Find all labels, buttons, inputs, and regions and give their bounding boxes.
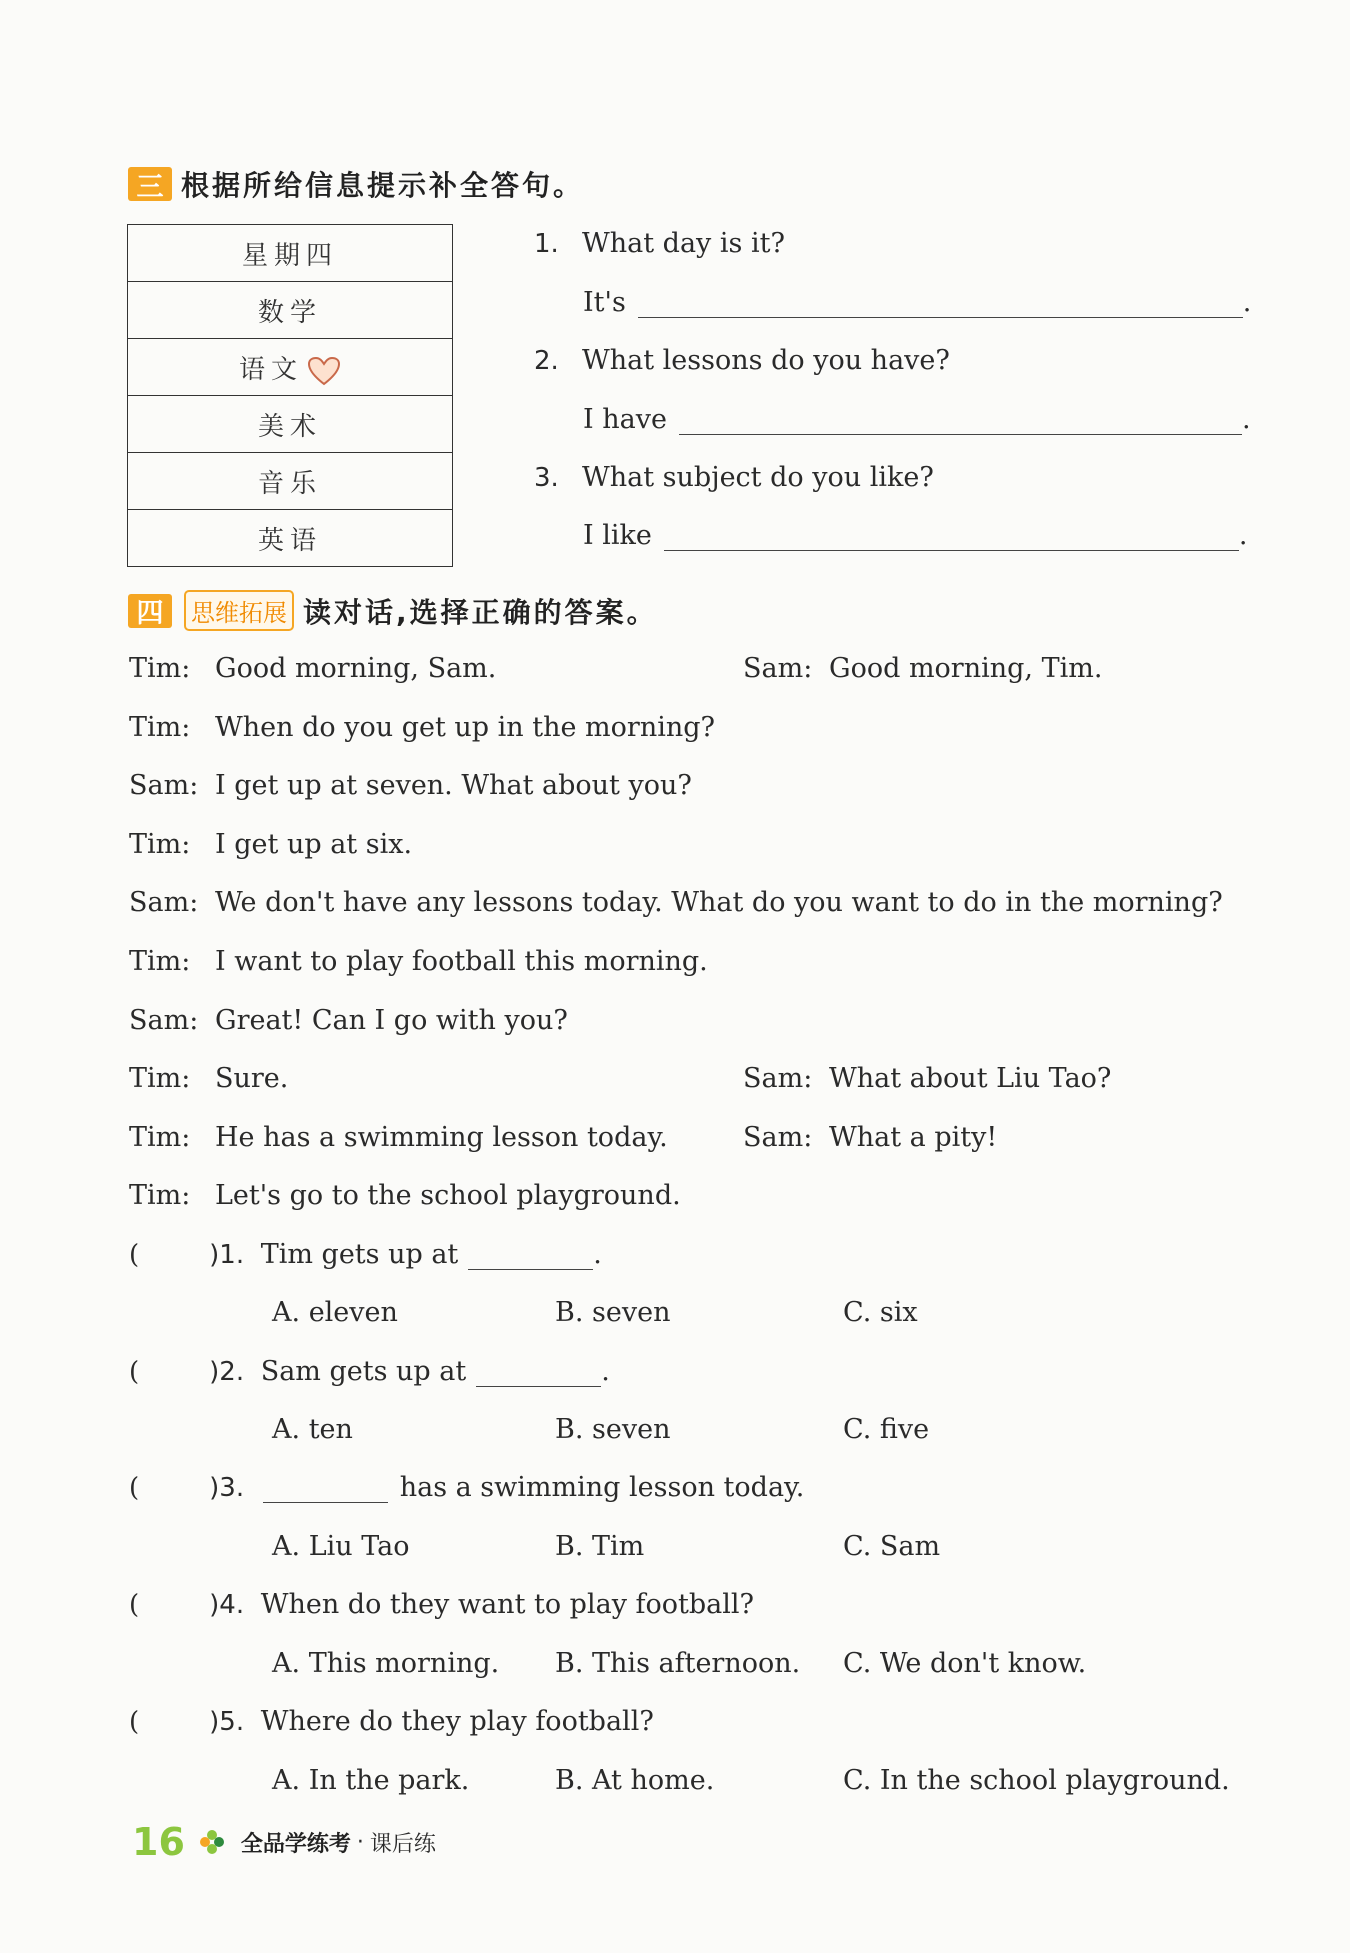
choice-option-b[interactable] xyxy=(555,1297,671,1328)
stem-blank xyxy=(476,1358,601,1387)
dialogue-line xyxy=(129,770,692,801)
choice-question-3 xyxy=(129,1472,804,1503)
answer-blank[interactable] xyxy=(664,520,1239,551)
option-letter: C. xyxy=(843,1765,872,1796)
dialogue-text: What about Liu Tao? xyxy=(829,1063,1112,1094)
schedule-cell: 数学 xyxy=(128,282,453,339)
section-4-number: 四 xyxy=(128,594,172,628)
section-3-title: 根据所给信息提示补全答句。 xyxy=(181,169,585,202)
dialogue-text: Great! Can I go with you? xyxy=(215,1005,568,1036)
option-text: Sam xyxy=(879,1531,941,1562)
dialogue-line xyxy=(129,829,412,860)
option-letter: B. xyxy=(555,1531,584,1562)
dialogue-text: We don't have any lessons today. What do you want to do in the morning? xyxy=(215,887,1223,918)
answer-blank[interactable] xyxy=(638,287,1243,318)
dialogue-line xyxy=(743,653,1102,684)
option-text: In the school playground. xyxy=(879,1765,1230,1796)
answer-paren-open[interactable]: ( xyxy=(129,1357,140,1387)
choice-option-b[interactable] xyxy=(555,1765,714,1796)
option-letter: A. xyxy=(272,1297,301,1328)
option-letter: C. xyxy=(843,1297,872,1328)
speaker: Tim: xyxy=(129,1063,191,1094)
choice-option-a[interactable] xyxy=(272,1297,398,1328)
dialogue-line xyxy=(743,1122,997,1153)
period: . xyxy=(1238,520,1248,551)
speaker: Sam: xyxy=(129,770,199,801)
choice-option-c[interactable] xyxy=(843,1414,929,1445)
speaker: Sam: xyxy=(129,1005,199,1036)
question-text: What subject do you like? xyxy=(582,462,934,493)
schedule-cell-favorite xyxy=(128,339,453,396)
dialogue-line xyxy=(129,946,708,977)
schedule-cell: 音乐 xyxy=(128,453,453,510)
schedule-cell: 英语 xyxy=(128,510,453,567)
dialogue-line xyxy=(129,653,496,684)
option-letter: B. xyxy=(555,1414,584,1445)
brand-subtitle: 课后练 xyxy=(369,1831,436,1857)
period: . xyxy=(1241,404,1251,435)
option-letter: A. xyxy=(272,1531,301,1562)
choice-option-c[interactable] xyxy=(843,1648,1086,1679)
dialogue-text: I get up at six. xyxy=(215,829,413,860)
period: . xyxy=(1242,287,1252,318)
question-number: 3. xyxy=(534,463,559,493)
stem-blank xyxy=(263,1474,388,1503)
heart-icon xyxy=(307,356,341,386)
section-3-number: 三 xyxy=(128,167,172,201)
choice-stem: has a swimming lesson today. xyxy=(399,1472,805,1503)
choice-option-a[interactable] xyxy=(272,1648,499,1679)
page-number: 16 xyxy=(132,1820,185,1864)
option-text: ten xyxy=(308,1414,353,1445)
option-text: seven xyxy=(592,1414,671,1445)
speaker: Tim: xyxy=(129,712,191,743)
option-text: eleven xyxy=(308,1297,398,1328)
stem-end: . xyxy=(601,1356,610,1387)
choice-option-a[interactable] xyxy=(272,1531,410,1562)
option-letter: C. xyxy=(843,1531,872,1562)
dialogue-text: I get up at seven. What about you? xyxy=(215,770,692,801)
option-text: Tim xyxy=(592,1531,645,1562)
stem-blank xyxy=(468,1241,593,1270)
speaker: Sam: xyxy=(129,887,199,918)
dialogue-line xyxy=(129,887,1223,918)
choice-option-b[interactable] xyxy=(555,1531,644,1562)
dialogue-line xyxy=(129,1180,681,1211)
separator-dot: · xyxy=(356,1829,364,1855)
choice-stem: When do they want to play football? xyxy=(260,1589,755,1620)
question-text: What day is it? xyxy=(582,228,785,259)
speaker: Tim: xyxy=(129,829,191,860)
section-4-header xyxy=(128,590,658,631)
dialogue-line xyxy=(129,1122,668,1153)
answer-prefix: I have xyxy=(583,404,667,435)
dialogue-text: Good morning, Tim. xyxy=(829,653,1103,684)
dialogue-text: He has a swimming lesson today. xyxy=(215,1122,668,1153)
option-text: In the park. xyxy=(308,1765,470,1796)
choice-option-b[interactable] xyxy=(555,1648,800,1679)
schedule-cell: 星期四 xyxy=(128,225,453,282)
option-text: This morning. xyxy=(308,1648,500,1679)
choice-number: )2. xyxy=(209,1357,245,1387)
option-text: five xyxy=(879,1414,930,1445)
answer-paren-open[interactable]: ( xyxy=(129,1473,140,1503)
dialogue-text: What a pity! xyxy=(829,1122,998,1153)
choice-option-b[interactable] xyxy=(555,1414,671,1445)
choice-question-5 xyxy=(129,1706,654,1737)
speaker: Sam: xyxy=(743,1122,813,1153)
speaker: Sam: xyxy=(743,1063,813,1094)
schedule-cell: 美术 xyxy=(128,396,453,453)
speaker: Tim: xyxy=(129,946,191,977)
page-footer xyxy=(132,1820,436,1864)
choice-option-c[interactable] xyxy=(843,1765,1230,1796)
dialogue-line xyxy=(129,1005,568,1036)
answer-paren-open[interactable]: ( xyxy=(129,1590,140,1620)
option-letter: C. xyxy=(843,1414,872,1445)
choice-option-c[interactable] xyxy=(843,1531,940,1562)
option-letter: A. xyxy=(272,1765,301,1796)
answer-paren-open[interactable]: ( xyxy=(129,1707,140,1737)
choice-number: )5. xyxy=(209,1707,245,1737)
speaker: Sam: xyxy=(743,653,813,684)
answer-paren-open[interactable]: ( xyxy=(129,1240,140,1270)
choice-question-1 xyxy=(129,1239,602,1270)
choice-number: )4. xyxy=(209,1590,245,1620)
speaker: Tim: xyxy=(129,1122,191,1153)
dialogue-text: When do you get up in the morning? xyxy=(215,712,715,743)
choice-stem: Where do they play football? xyxy=(260,1706,654,1737)
question-3 xyxy=(534,462,934,493)
dialogue-line xyxy=(129,1063,288,1094)
answer-prefix: I like xyxy=(583,520,652,551)
option-text: six xyxy=(879,1297,918,1328)
option-text: Liu Tao xyxy=(308,1531,410,1562)
thinking-tag: 思维拓展 xyxy=(184,590,294,631)
question-text: What lessons do you have? xyxy=(582,345,950,376)
answer-1 xyxy=(583,287,1251,318)
schedule-table xyxy=(127,224,453,567)
choice-option-a[interactable] xyxy=(272,1414,353,1445)
clover-icon xyxy=(197,1827,227,1857)
question-number: 2. xyxy=(534,346,559,376)
option-text: At home. xyxy=(592,1765,715,1796)
section-3-header xyxy=(128,164,584,204)
dialogue-line xyxy=(743,1063,1111,1094)
answer-2 xyxy=(583,404,1251,435)
speaker: Tim: xyxy=(129,1180,191,1211)
option-letter: C. xyxy=(843,1648,872,1679)
choice-question-2 xyxy=(129,1356,610,1387)
question-2 xyxy=(534,345,950,376)
choice-stem: Sam gets up at xyxy=(260,1356,467,1387)
answer-prefix: It's xyxy=(583,287,626,318)
option-text: This afternoon. xyxy=(592,1648,801,1679)
question-1 xyxy=(534,228,785,259)
answer-blank[interactable] xyxy=(679,404,1242,435)
option-letter: B. xyxy=(555,1765,584,1796)
option-letter: A. xyxy=(272,1648,301,1679)
option-letter: B. xyxy=(555,1648,584,1679)
option-text: seven xyxy=(592,1297,671,1328)
dialogue-text: Sure. xyxy=(215,1063,289,1094)
section-4-title: 读对话,选择正确的答案。 xyxy=(303,595,658,629)
choice-number: )1. xyxy=(209,1240,245,1270)
dialogue-line xyxy=(129,712,715,743)
dialogue-text: Let's go to the school playground. xyxy=(215,1180,681,1211)
option-letter: A. xyxy=(272,1414,301,1445)
choice-question-4 xyxy=(129,1589,754,1620)
option-letter: B. xyxy=(555,1297,584,1328)
dialogue-text: I want to play football this morning. xyxy=(215,946,708,977)
choice-number: )3. xyxy=(209,1473,245,1503)
choice-stem: Tim gets up at xyxy=(260,1239,459,1270)
brand-name: 全品学练考 xyxy=(240,1831,351,1857)
answer-3 xyxy=(583,520,1247,551)
dialogue-text: Good morning, Sam. xyxy=(215,653,497,684)
schedule-cell-text: 语文 xyxy=(238,354,303,385)
choice-option-c[interactable] xyxy=(843,1297,918,1328)
speaker: Tim: xyxy=(129,653,191,684)
stem-end: . xyxy=(593,1239,602,1270)
choice-option-a[interactable] xyxy=(272,1765,469,1796)
question-number: 1. xyxy=(534,229,559,259)
option-text: We don't know. xyxy=(879,1648,1087,1679)
